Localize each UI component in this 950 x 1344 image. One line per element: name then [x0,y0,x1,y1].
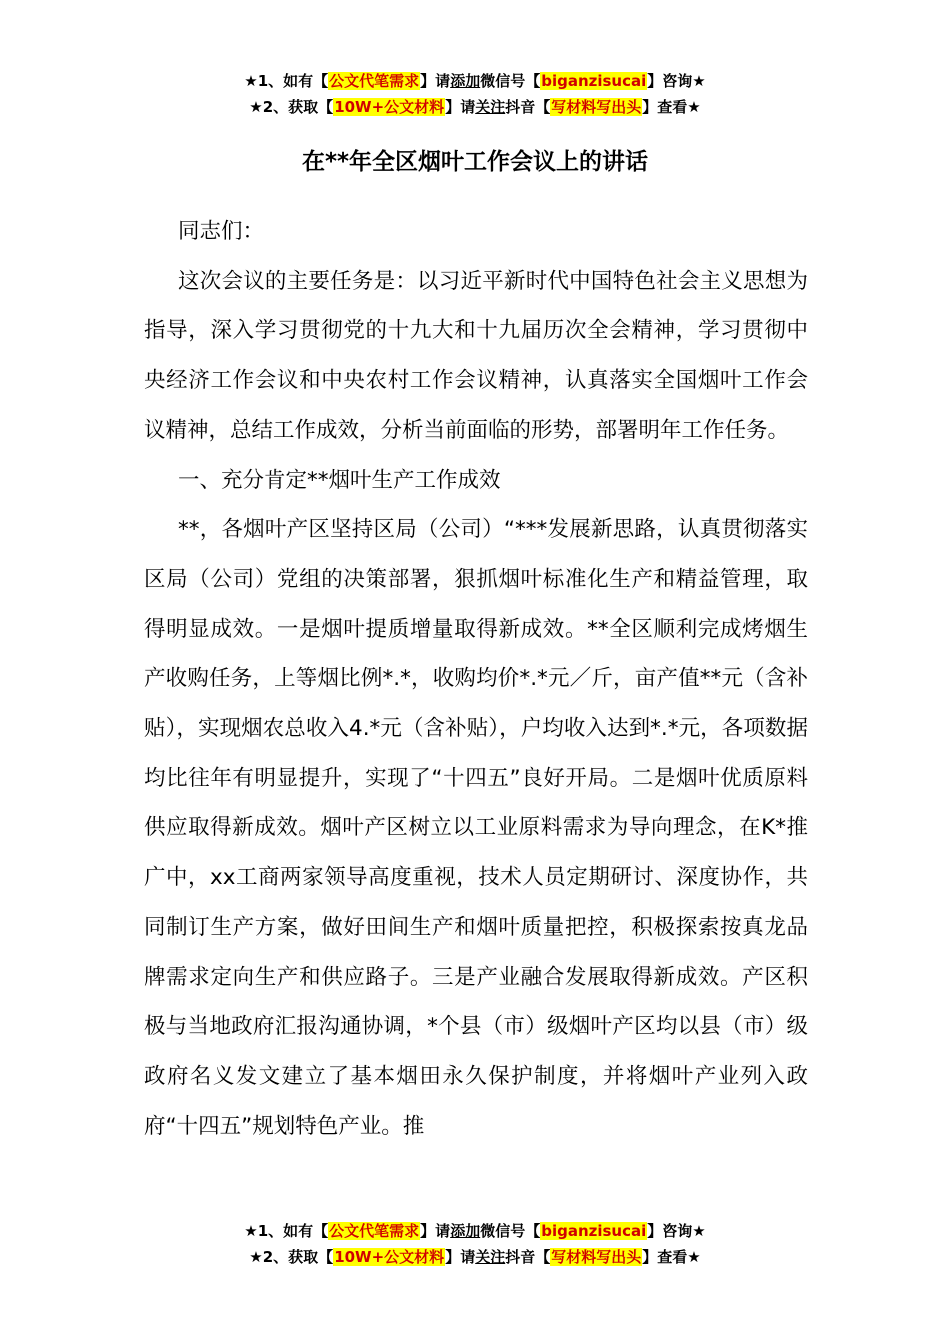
promo-line-1 [0,1218,950,1244]
promo-text: 】咨询★ [647,72,706,90]
promo-text: ★1、如有【 [244,1222,329,1240]
promo-text-underlined: 关注 [475,1248,506,1266]
promo-highlight: 公文代笔需求 [329,72,420,90]
promo-text: 微信号【 [480,1222,541,1240]
promo-text: 微信号【 [480,72,541,90]
promo-text-underlined: 关注 [475,98,506,116]
promo-text: 抖音【 [505,1248,551,1266]
promo-line-2 [0,1244,950,1270]
promo-douyin-account: 写材料写出头 [551,1248,642,1266]
document-body [144,207,808,1151]
promo-text: 】查看★ [642,98,701,116]
promo-text: ★2、获取【 [249,1248,334,1266]
paragraph-achievements: **，各烟叶产区坚持区局（公司）“***发展新思路，认真贯彻落实区局（公司）党组的决策部署，狠抓烟叶标准化生产和精益管理，取得明显成效。一是烟叶提质增量取得新成效。**全区顺利完成烤烟生产收购任务，上等烟比例*.*，收购均价*.*元／斤，亩产值**元（含补贴），实现烟农总收入4.*元（含补贴），户均收入达到*.*元，各项数据均比往年有明显提升，实现了“十四五”良好开局。二是烟叶优质原料供应取得新成效。烟叶产区树立以工业原料需求为导向理念，在K*推广中，xx工商两家领导高度重视，技术人员定期研讨、深度协作，共同制订生产方案，做好田间生产和烟叶质量把控，积极探索按真龙品牌需求定向生产和供应路子。三是产业融合发展取得新成效。产区积极与当地政府汇报沟通协调，*个县（市）级烟叶产区均以县（市）级政府名义发文建立了基本烟田永久保护制度，并将烟叶产业列入政府“十四五”规划特色产业。推 [144,517,808,1139]
promo-douyin-account: 写材料写出头 [551,98,642,116]
paragraph-intro: 这次会议的主要任务是：以习近平新时代中国特色社会主义思想为指导，深入学习贯彻党的十九大和十九届历次全会精神，学习贯彻中央经济工作会议和中央农村工作会议精神，认真落实全国烟叶工作会议精神，总结工作成效，分析当前面临的形势，部署明年工作任务。 [144,268,808,443]
promo-highlight: 10W+公文材料 [334,98,445,116]
promo-text: 】请 [420,72,451,90]
salutation: 同志们： [178,219,265,244]
header-promo-banner [0,68,950,120]
promo-text: ★2、获取【 [249,98,334,116]
promo-text: 】请 [445,1248,476,1266]
promo-wechat-id: biganzisucai [541,72,647,90]
promo-text: 】请 [445,98,476,116]
document-title: 在**年全区烟叶工作会议上的讲话 [301,149,649,175]
promo-text: 抖音【 [505,98,551,116]
promo-highlight: 10W+公文材料 [334,1248,445,1266]
footer-promo-banner [0,1218,950,1270]
promo-text-underlined: 添加 [450,1222,481,1240]
promo-text-underlined: 添加 [450,72,481,90]
promo-line-1 [0,68,950,94]
promo-text: 】请 [420,1222,451,1240]
promo-wechat-id: biganzisucai [541,1222,647,1240]
promo-line-2 [0,94,950,120]
promo-text: ★1、如有【 [244,72,329,90]
section-heading: 一、充分肯定**烟叶生产工作成效 [178,467,501,493]
promo-text: 】咨询★ [647,1222,706,1240]
promo-highlight: 公文代笔需求 [329,1222,420,1240]
promo-text: 】查看★ [642,1248,701,1266]
